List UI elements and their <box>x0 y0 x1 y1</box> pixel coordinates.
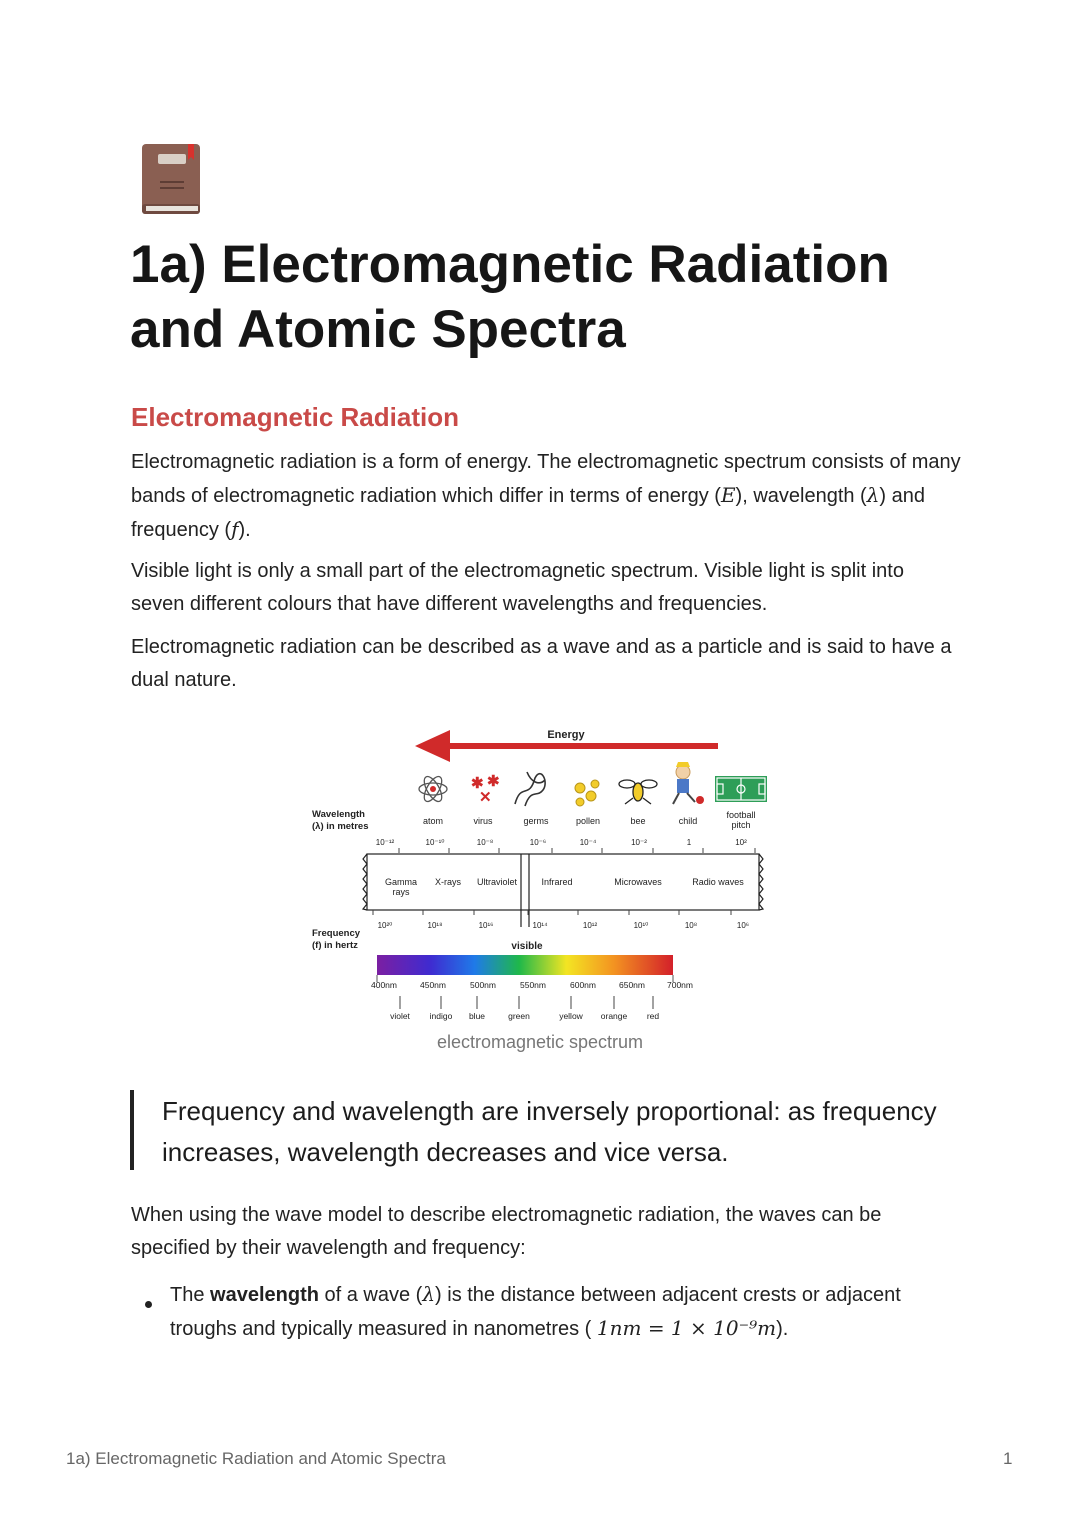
wavelength-tick-label: 10⁻⁴ <box>579 838 597 847</box>
colour-label: green <box>508 1011 530 1021</box>
wavelength-axis-label-2: (λ) in metres <box>312 821 369 832</box>
wavelength-tick-label: 10⁻⁸ <box>476 838 494 847</box>
nm-tick-label: 600nm <box>570 980 596 990</box>
paragraph-2: Visible light is only a small part of the electromagnetic spectrum. Visible light is split into seven different colours that have different wavelengths and frequencies. <box>131 560 904 615</box>
frequency-tick-label: 10²⁰ <box>377 921 393 930</box>
svg-text:✱: ✱ <box>487 773 500 790</box>
bullet-wavelength: The wavelength of a wave (λ) is the distance between adjacent crests or adjacent troughs and typically measured in nanometres ( 1nm = 1 × 10⁻⁹m). <box>170 1282 901 1340</box>
object-label: football <box>726 810 756 820</box>
germs-icon <box>515 772 545 806</box>
colour-label: indigo <box>429 1011 453 1021</box>
colour-label: violet <box>390 1011 410 1021</box>
figure-caption: electromagnetic spectrum <box>436 1032 644 1052</box>
bee-icon <box>619 780 657 804</box>
visible-spectrum-bar <box>377 955 673 975</box>
em-spectrum-figure <box>305 722 775 1067</box>
object-label: germs <box>523 816 549 826</box>
virus-icon <box>471 773 500 806</box>
nm-tick-label: 550nm <box>520 980 546 990</box>
wavelength-tick-label: 10⁻² <box>631 838 647 847</box>
blockquote: Frequency and wavelength are inversely proportional: as frequency increases, wavelength decreases and vice versa. <box>162 1096 937 1167</box>
colour-label: red <box>646 1011 660 1021</box>
object-label: bee <box>630 816 646 826</box>
colour-label: blue <box>468 1011 486 1021</box>
band-label: rays <box>392 887 410 897</box>
object-label: virus <box>473 816 493 826</box>
object-label: pitch <box>731 820 751 830</box>
atom-icon <box>419 774 447 804</box>
colour-label: orange <box>600 1011 628 1021</box>
football-pitch-icon <box>715 776 767 802</box>
frequency-axis-label-2: (f) in hertz <box>312 940 358 951</box>
frequency-tick-label: 10¹⁴ <box>532 921 548 930</box>
footer-title: 1a) Electromagnetic Radiation and Atomic Spectra <box>66 1449 446 1468</box>
band-label: Ultraviolet <box>476 877 518 887</box>
pollen-icon <box>575 780 599 806</box>
frequency-tick-label: 10¹⁶ <box>478 921 494 930</box>
frequency-tick-label: 10⁶ <box>736 921 750 930</box>
energy-arrow-head <box>415 730 450 762</box>
frequency-axis-label-1: Frequency <box>312 928 361 939</box>
wavelength-tick-label: 10⁻¹² <box>375 838 395 847</box>
frequency-tick-label: 10¹⁰ <box>633 921 649 930</box>
band-label: Radio waves <box>692 877 744 887</box>
band-label: X-rays <box>434 877 462 887</box>
nm-tick-label: 500nm <box>470 980 496 990</box>
nm-tick-label: 650nm <box>619 980 645 990</box>
visible-label: visible <box>511 941 543 952</box>
child-icon <box>673 762 704 804</box>
wavelength-tick-label: 1 <box>686 838 692 847</box>
nm-tick-label: 700nm <box>667 980 693 990</box>
object-label: pollen <box>575 816 601 826</box>
frequency-tick-label: 10¹² <box>582 921 598 930</box>
frequency-tick-label: 10⁸ <box>684 921 698 930</box>
page-number: 1 <box>1003 1449 1013 1468</box>
paragraph-1: Electromagnetic radiation is a form of energy. The electromagnetic spectrum consists of many bands of electromagnetic radiation which differ in terms of energy (E), wavelength (λ) and frequency (f). <box>131 451 961 541</box>
book-icon <box>138 142 204 218</box>
page-title: 1a) Electromagnetic Radiation and Atomic Spectra <box>130 235 890 359</box>
bullet-marker <box>145 1301 152 1308</box>
frequency-tick-label: 10¹⁸ <box>427 921 443 930</box>
object-label: child <box>678 816 698 826</box>
paragraph-4: When using the wave model to describe electromagnetic radiation, the waves can be specified by their wavelength and frequency: <box>131 1204 882 1259</box>
colour-label: yellow <box>559 1011 583 1021</box>
band-label: Gamma <box>384 877 418 887</box>
object-label: atom <box>422 816 444 826</box>
wavelength-tick-label: 10² <box>735 838 747 847</box>
svg-text:✱: ✱ <box>471 775 484 792</box>
wavelength-tick-label: 10⁻¹⁰ <box>425 838 445 847</box>
band-label: Infrared <box>541 877 573 887</box>
quote-bar <box>130 1090 134 1170</box>
wavelength-axis-label-1: Wavelength <box>312 809 365 820</box>
paragraph-3: Electromagnetic radiation can be described as a wave and as a particle and is said to have a dual nature. <box>131 636 952 691</box>
band-label: Microwaves <box>614 877 662 887</box>
wavelength-tick-label: 10⁻⁶ <box>529 838 547 847</box>
section-heading: Electromagnetic Radiation <box>131 402 459 432</box>
energy-label: Energy <box>547 729 585 741</box>
svg-text:✕: ✕ <box>479 789 492 806</box>
nm-tick-label: 400nm <box>371 980 397 990</box>
nm-tick-label: 450nm <box>420 980 446 990</box>
